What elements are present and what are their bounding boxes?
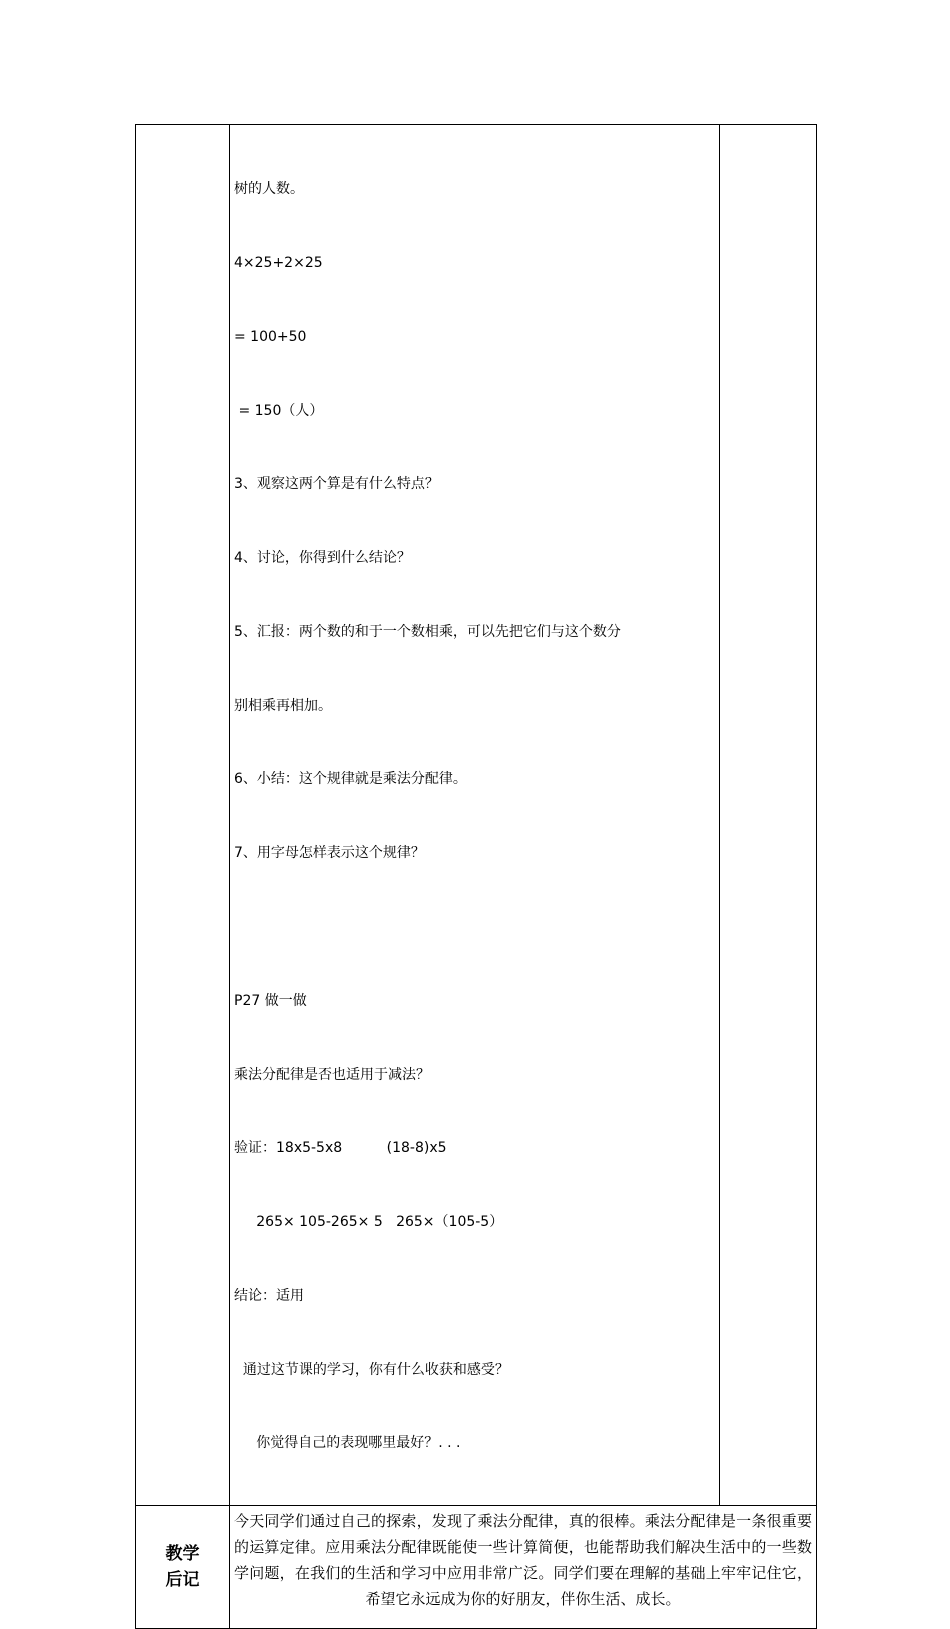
process-content-cell — [230, 125, 720, 1506]
afterword-label-line2: 后记 — [165, 1570, 200, 1591]
process-notes-cell — [720, 125, 817, 1506]
process-line: 结论：适用 — [234, 1287, 304, 1304]
lesson-plan-table — [135, 124, 817, 1629]
process-line: 265× 105-265× 5 265×（105-5） — [234, 1214, 504, 1231]
process-line: 乘法分配律是否也适用于减法？ — [234, 1066, 430, 1083]
process-line: 4、讨论，你得到什么结论？ — [234, 550, 411, 567]
process-line: 你觉得自己的表现哪里最好？. . . — [234, 1435, 461, 1452]
process-line: 5、汇报：两个数的和于一个数相乘，可以先把它们与这个数分 — [234, 623, 621, 640]
process-line: 验证：18x5-5x8 (18-8)x5 — [234, 1140, 447, 1157]
process-line — [234, 915, 715, 940]
process-line: 3、观察这两个算是有什么特点？ — [234, 476, 439, 493]
afterword-row — [136, 1506, 817, 1629]
process-line: P27 做一做 — [234, 992, 307, 1009]
process-lines — [230, 125, 719, 1505]
process-line: 别相乘再相加。 — [234, 697, 332, 714]
afterword-label-cell — [136, 1506, 230, 1629]
afterword-text: 今天同学们通过自己的探索，发现了乘法分配律，真的很棒。乘法分配律是一条很重要的运算定律。应用乘法分配律既能使一些计算简便，也能帮助我们解决生活中的一些数学问题，在我们的生活和学习中应用非常广泛。同学们要在理解的基础上牢牢记住它，希望它永远成为你的好朋友，伴你生活、成长。 — [234, 1512, 812, 1609]
process-line: = 100+50 — [234, 328, 307, 345]
process-line: = 150（人） — [234, 402, 324, 419]
process-line: 4×25+2×25 — [234, 254, 323, 271]
afterword-text-cell — [230, 1506, 817, 1629]
process-line: 6、小结：这个规律就是乘法分配律。 — [234, 771, 467, 788]
process-left-cell — [136, 125, 230, 1506]
process-row — [136, 125, 817, 1506]
process-line: 7、用字母怎样表示这个规律？ — [234, 845, 425, 862]
process-line: 通过这节课的学习，你有什么收获和感受？ — [234, 1361, 509, 1378]
afterword-label-line1: 教学 — [165, 1544, 200, 1565]
process-line: 树的人数。 — [234, 181, 304, 198]
